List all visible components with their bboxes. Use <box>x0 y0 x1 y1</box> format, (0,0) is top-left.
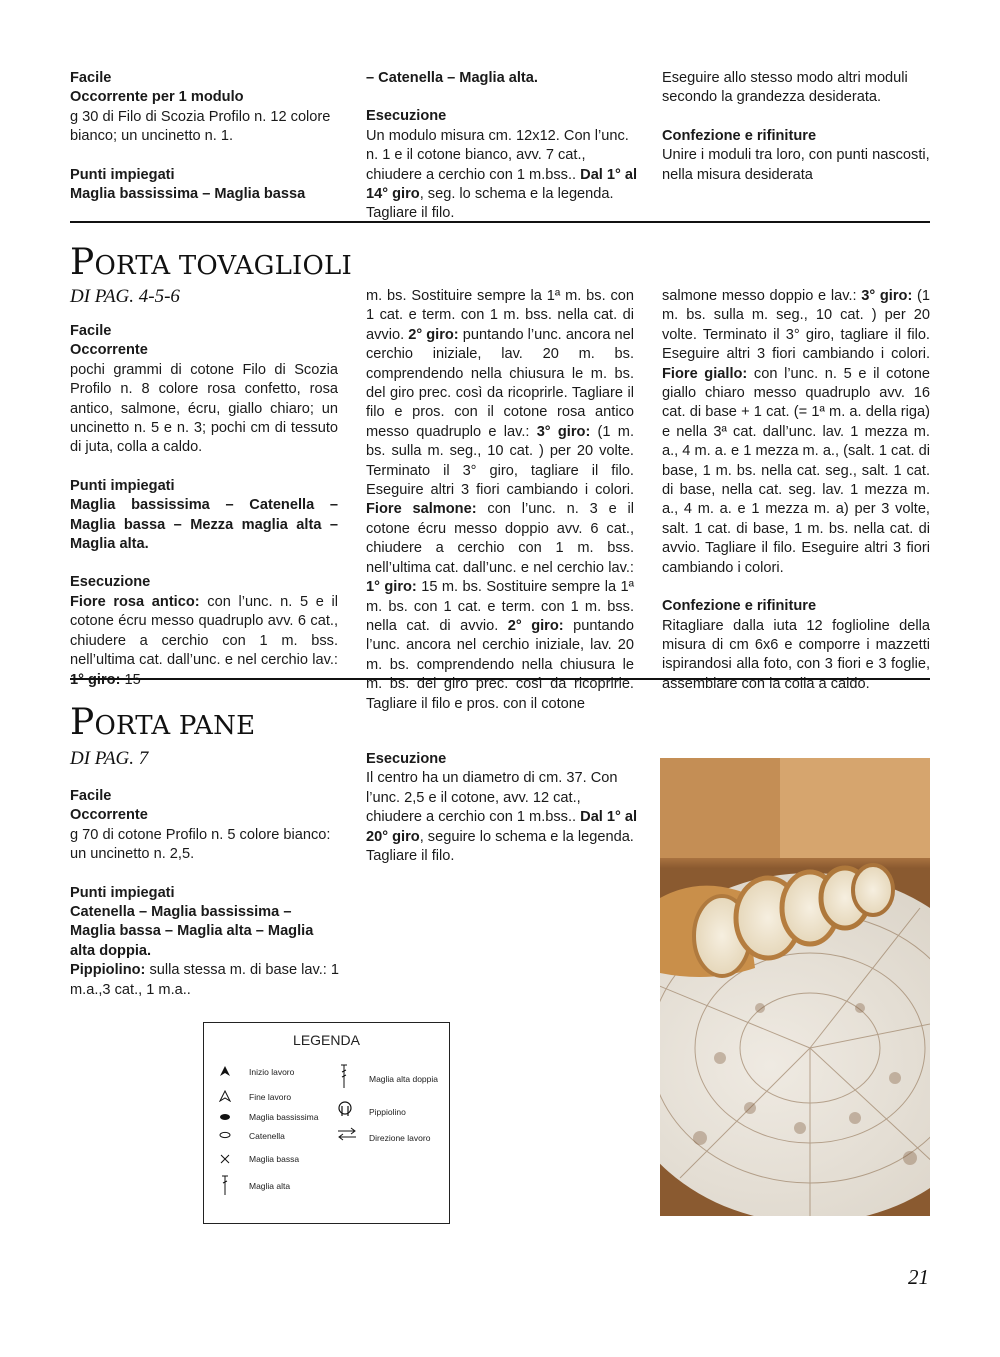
porta-pane-subtitle: DI PAG. 7 <box>70 748 149 769</box>
difficulty-label: Facile <box>70 788 112 804</box>
pippiolino-text: Pippiolino: sulla stessa m. di base lav.: 1 m.a.,3 cat., 1 m.a.. <box>70 962 339 998</box>
stitches-heading: Punti impiegati <box>70 884 175 901</box>
legend-title: LEGENDA <box>293 1032 360 1048</box>
execution-heading: Esecuzione <box>70 574 151 591</box>
stitches-text: Maglia bassissima – Maglia bassa <box>70 186 306 203</box>
stitches-heading: Punti impiegati <box>70 477 175 494</box>
end-arrow-icon <box>219 1090 231 1102</box>
direction-arrows-icon <box>336 1127 358 1141</box>
page-number: 21 <box>908 1265 929 1289</box>
treble-crochet-icon <box>339 1063 349 1089</box>
tovaglioli-column-1 <box>70 322 338 690</box>
stitches-text: Maglia bassissima – Catenella – Maglia bassa – Mezza maglia alta – Maglia alta. <box>70 497 338 553</box>
materials-heading: Occorrente <box>70 342 148 359</box>
pane-column-1 <box>70 787 340 1000</box>
legend-item-label: Direzione lavoro <box>369 1133 431 1143</box>
porta-pane-title: PORTA PANE <box>70 702 256 743</box>
stitches-heading: Punti impiegati <box>70 166 175 183</box>
execution-text: Un modulo misura cm. 12x12. Con l’unc. n. 1 e il cotone bianco, avv. 7 cat., chiudere a cerchio con 1 m.bss.. Dal 1° al 14° giro, seg. lo schema e la legenda. Tagliare il filo. <box>366 127 638 222</box>
execution-text-continued: salmone messo doppio e lav.: 3° giro: (1 m. bs. sulla m. seg., 10 cat. ) per 20 volte. Terminato il 3° giro, tagliare il filo. Eseguire altri 3 fiori cambiando i colori. Fiore giallo: con l’unc. n. 5 e il cotone giallo chiaro messo quadruplo avv. 16 cat. di base + 1 cat. (= 1ª m. a. della riga) e nella 3ª cat. dall’unc. lav. 1 mezza m. a., 4 m. a. e 1 mezza m. a., (salt. 1 cat. di base, 1 m. bs. nella cat. seg., salt. 1 cat. di base, nella cat. seg. lav. 1 mezza m. a., 4 m. a. e 1 mezza m. a) per 3 volte, salt. 1 cat. di base, 1 m. bs. nella cat. di avvio. Tagliare il filo. Eseguire altri 3 fiori cambiando i colori. <box>662 288 931 576</box>
finishing-heading: Confezione e rifiniture <box>662 598 817 615</box>
picot-icon <box>336 1100 354 1118</box>
slip-stitch-icon <box>218 1112 232 1122</box>
double-crochet-icon <box>220 1174 230 1196</box>
materials-text: pochi grammi di cotone Filo di Scozia Profilo n. 8 colore rosa confetto, rosa antico, salmone, écru, giallo chiaro; un uncinetto n. 5 e n. 3; pochi cm di tessuto di juta, colla a caldo. <box>70 361 338 456</box>
tovaglioli-column-2 <box>366 287 634 714</box>
legend-item-label: Catenella <box>249 1131 285 1141</box>
legend-box <box>203 1022 450 1224</box>
porta-tovaglioli-subtitle: DI PAG. 4-5-6 <box>70 286 180 307</box>
legend-item-label: Maglia alta <box>249 1181 291 1191</box>
difficulty-label: Facile <box>70 70 112 86</box>
tovaglioli-column-3 <box>662 287 930 694</box>
section-divider <box>70 678 930 680</box>
legend-item-label: Pippiolino <box>369 1107 406 1117</box>
legend-item-label: Maglia alta doppia <box>369 1074 438 1084</box>
execution-text: Il centro ha un diametro di cm. 37. Con l’unc. 2,5 e il cotone, avv. 12 cat., chiudere a cerchio con 1 m.bss.. Dal 1° al 20° giro, seguire lo schema e la legenda. Tagliare il filo. <box>366 770 638 865</box>
modules-text: Eseguire allo stesso modo altri moduli secondo la grandezza desiderata. <box>662 70 908 106</box>
difficulty-label: Facile <box>70 323 112 339</box>
single-crochet-icon <box>219 1153 231 1165</box>
finishing-text: Unire i moduli tra loro, con punti nascosti, nella misura desiderata <box>662 147 930 183</box>
finishing-text: Ritagliare dalla iuta 12 foglioline della misura di cm 6x6 e comporre i mazzetti ispirandosi alla foto, con 3 fiori e 3 foglie, assemblare con la colla a caldo. <box>662 617 930 692</box>
materials-heading: Occorrente per 1 modulo <box>70 89 244 106</box>
legend-item-label: Maglia bassissima <box>249 1112 319 1122</box>
top-column-1 <box>70 69 345 204</box>
finishing-heading: Confezione e rifiniture <box>662 127 817 144</box>
top-column-2 <box>366 69 639 224</box>
execution-text: Fiore rosa antico: con l’unc. n. 5 e il cotone écru messo quadruplo avv. 6 cat., chiudere a cerchio con 1 m. bss. nell’ultima cat. dall’unc. e nel cerchio lav.: 1° giro: 15 <box>70 593 338 688</box>
top-column-3 <box>662 69 932 185</box>
legend-item-label: Maglia bassa <box>249 1154 300 1164</box>
materials-text: g 30 di Filo di Scozia Profilo n. 12 colore bianco; un uncinetto n. 1. <box>70 108 331 145</box>
execution-text-continued: m. bs. Sostituire sempre la 1ª m. bs. con 1 cat. e term. con 1 m. bss. nella cat. di avvio. 2° giro: puntando l’unc. ancora nel cerchio iniziale, lav. 20 m. bs. comprendendo nella chiusura le m. bs. del giro prec. così da ricoprirle. Tagliare il filo e pros. con il cotone rosa antico messo quadruplo e lav.: 3° giro: (1 m. bs. sulla m. seg., 10 cat. ) per 20 volte. Terminato il 3° giro, tagliare il filo. Eseguire altri 3 fiori cambiando i colori. Fiore salmone: con l’unc. n. 3 e il cotone écru messo doppio avv. 6 cat., chiudere a cerchio con 1 m. bss. nell’ultima cat. dall’unc. e nel cerchio lav.: 1° giro: 15 m. bs. Sostituire sempre la 1ª m. bs. con 1 cat. e term. con 1 m. bss. nella cat. di avvio. 2° giro: puntando l’unc. ancora nel cerchio iniziale, lav. 20 m. bs. comprendendo nella chiusura le m. bs. del giro prec. così da ricoprirle. Tagliare il filo e pros. con il cotone <box>366 288 634 712</box>
legend-item-label: Inizio lavoro <box>249 1067 295 1077</box>
start-arrow-icon <box>219 1065 231 1077</box>
pane-column-2 <box>366 750 638 866</box>
bread-doily-photo <box>660 758 930 1216</box>
stitches-text-continued: – Catenella – Maglia alta. <box>366 70 538 86</box>
stitches-text: Catenella – Maglia bassissima – Maglia bassa – Maglia alta – Maglia alta doppia. <box>70 904 314 959</box>
porta-tovaglioli-title: PORTA TOVAGLIOLI <box>70 242 352 283</box>
chain-icon <box>218 1130 232 1140</box>
execution-heading: Esecuzione <box>366 751 447 767</box>
bread-doily-illustration <box>660 758 930 1216</box>
legend-item-label: Fine lavoro <box>249 1092 292 1102</box>
section-divider <box>70 221 930 223</box>
materials-text: g 70 di cotone Profilo n. 5 colore bianco: un uncinetto n. 2,5. <box>70 826 331 863</box>
materials-heading: Occorrente <box>70 807 148 824</box>
execution-heading: Esecuzione <box>366 108 447 125</box>
